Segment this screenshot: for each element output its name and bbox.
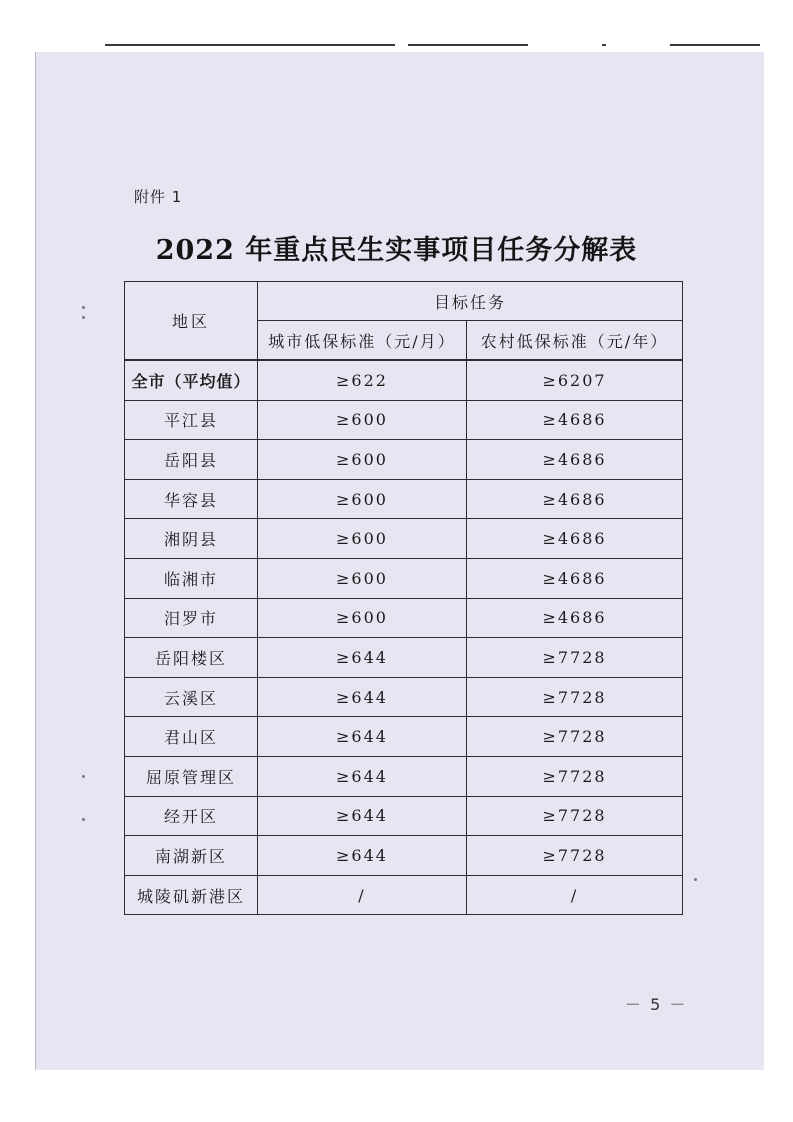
urban-value-cell: ≥600 bbox=[258, 400, 467, 440]
table-row bbox=[125, 360, 683, 400]
urban-value-cell: ≥644 bbox=[258, 638, 467, 678]
rural-value-cell: ≥6207 bbox=[467, 360, 683, 400]
urban-value-cell: ≥600 bbox=[258, 598, 467, 638]
scan-speck bbox=[82, 316, 85, 319]
rural-value-cell: ≥7728 bbox=[467, 717, 683, 757]
target-group-header: 目标任务 bbox=[258, 282, 683, 321]
table-row bbox=[125, 875, 683, 915]
scan-speck bbox=[694, 878, 697, 881]
scan-speck bbox=[82, 818, 85, 821]
urban-standard-header: 城市低保标准（元/月） bbox=[258, 321, 467, 361]
urban-value-cell: / bbox=[258, 875, 467, 915]
document-title: 2022 年重点民生实事项目任务分解表 bbox=[155, 235, 638, 266]
table-row bbox=[125, 479, 683, 519]
rural-value-cell: / bbox=[467, 875, 683, 915]
region-cell: 屈原管理区 bbox=[125, 756, 258, 796]
rural-value-cell: ≥7728 bbox=[467, 638, 683, 678]
page-number: － 5 － bbox=[625, 995, 688, 1014]
rural-value-cell: ≥7728 bbox=[467, 756, 683, 796]
table-header-row bbox=[125, 282, 683, 321]
rural-value-cell: ≥4686 bbox=[467, 479, 683, 519]
region-cell: 临湘市 bbox=[125, 558, 258, 598]
table-row bbox=[125, 677, 683, 717]
region-cell: 经开区 bbox=[125, 796, 258, 836]
urban-value-cell: ≥600 bbox=[258, 558, 467, 598]
table-row bbox=[125, 598, 683, 638]
urban-value-cell: ≥622 bbox=[258, 360, 467, 400]
rural-value-cell: ≥4686 bbox=[467, 400, 683, 440]
table-row bbox=[125, 717, 683, 757]
urban-value-cell: ≥644 bbox=[258, 756, 467, 796]
urban-value-cell: ≥644 bbox=[258, 836, 467, 876]
table-row bbox=[125, 796, 683, 836]
scan-speck bbox=[82, 775, 85, 778]
table-row bbox=[125, 638, 683, 678]
rural-value-cell: ≥7728 bbox=[467, 796, 683, 836]
rural-standard-header: 农村低保标准（元/年） bbox=[467, 321, 683, 361]
table-row bbox=[125, 440, 683, 480]
rural-value-cell: ≥4686 bbox=[467, 440, 683, 480]
region-cell: 君山区 bbox=[125, 717, 258, 757]
urban-value-cell: ≥644 bbox=[258, 796, 467, 836]
task-breakdown-table bbox=[124, 281, 683, 915]
scan-edge-marks bbox=[100, 40, 765, 48]
urban-value-cell: ≥644 bbox=[258, 677, 467, 717]
urban-value-cell: ≥600 bbox=[258, 440, 467, 480]
region-cell: 全市（平均值） bbox=[125, 360, 258, 400]
region-cell: 岳阳楼区 bbox=[125, 638, 258, 678]
table-row bbox=[125, 400, 683, 440]
region-cell: 南湖新区 bbox=[125, 836, 258, 876]
table-row bbox=[125, 756, 683, 796]
urban-value-cell: ≥644 bbox=[258, 717, 467, 757]
region-cell: 平江县 bbox=[125, 400, 258, 440]
region-cell: 华容县 bbox=[125, 479, 258, 519]
region-column-header: 地区 bbox=[125, 282, 258, 361]
table-row bbox=[125, 519, 683, 559]
scan-speck bbox=[82, 306, 85, 309]
rural-value-cell: ≥4686 bbox=[467, 558, 683, 598]
rural-value-cell: ≥7728 bbox=[467, 677, 683, 717]
region-cell: 城陵矶新港区 bbox=[125, 875, 258, 915]
urban-value-cell: ≥600 bbox=[258, 479, 467, 519]
region-cell: 岳阳县 bbox=[125, 440, 258, 480]
region-cell: 云溪区 bbox=[125, 677, 258, 717]
attachment-label: 附件 1 bbox=[134, 188, 183, 206]
region-cell: 湘阴县 bbox=[125, 519, 258, 559]
rural-value-cell: ≥7728 bbox=[467, 836, 683, 876]
urban-value-cell: ≥600 bbox=[258, 519, 467, 559]
rural-value-cell: ≥4686 bbox=[467, 519, 683, 559]
table-row bbox=[125, 558, 683, 598]
rural-value-cell: ≥4686 bbox=[467, 598, 683, 638]
table-row bbox=[125, 836, 683, 876]
region-cell: 汨罗市 bbox=[125, 598, 258, 638]
